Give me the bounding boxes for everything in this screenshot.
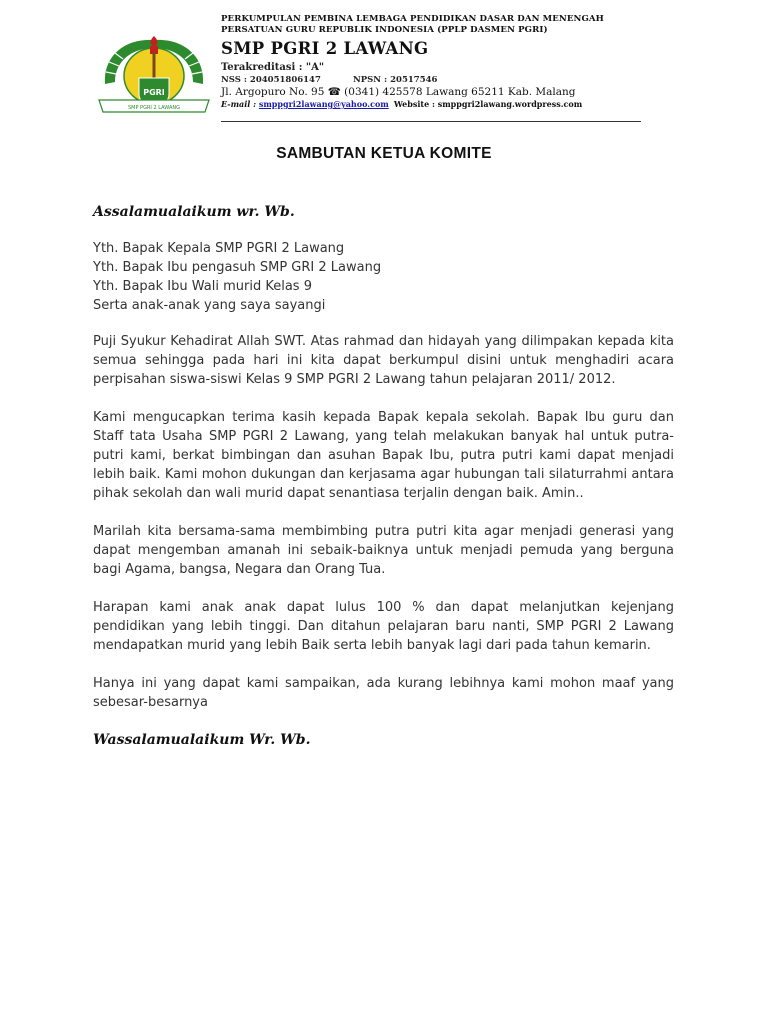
org-line-1: PERKUMPULAN PEMBINA LEMBAGA PENDIDIKAN DASAR DAN MENENGAH	[221, 14, 604, 24]
school-address	[221, 86, 701, 99]
document-title: SAMBUTAN KETUA KOMITE	[276, 145, 492, 162]
addressee-line: Yth. Bapak Ibu pengasuh SMP GRI 2 Lawang	[93, 260, 382, 275]
pgri-logo	[95, 32, 213, 118]
greeting: Assalamualaikum wr. Wb.	[93, 204, 295, 220]
logo-ribbon-text: SMP PGRI 2 LAWANG	[127, 105, 181, 111]
logo-text: PGRI	[143, 88, 165, 97]
registration-numbers	[221, 75, 701, 86]
closing-greeting: Wassalamualaikum Wr. Wb.	[93, 732, 311, 748]
address-street: Jl. Argopuro No. 95	[221, 86, 328, 98]
addressee-list	[93, 239, 674, 315]
letterhead	[95, 14, 695, 122]
email-label: E-mail :	[221, 99, 259, 109]
letterhead-divider	[221, 121, 641, 122]
phone-icon: ☎	[327, 86, 341, 98]
email-link[interactable]: smppgri2lawang@yahoo.com	[258, 99, 389, 109]
school-name: SMP PGRI 2 LAWANG	[221, 39, 429, 58]
letterhead-text	[221, 14, 701, 110]
paragraph-thanks: Kami mengucapkan terima kasih kepada Bapak kepala sekolah. Bapak Ibu guru dan Staff tata Usaha SMP PGRI 2 Lawang, yang telah melakukan banyak hal untuk putra-putri kami, berkat bimbingan dan asuhan Bapak Ibu, putra putri kami dapat menjadi lebih baik. Kami mohon dukungan dan kerjasama agar hubungan tali silaturrahmi antara pihak sekolah dan wali murid dapat senantiasa terjalin dengan baik. Amin..	[93, 410, 674, 501]
paragraph-closing: Hanya ini yang dapat kami sampaikan, ada kurang lebihnya kami mohon maaf yang sebesar-besarnya	[93, 676, 674, 710]
website: Website : smppgri2lawang.wordpress.com	[393, 99, 583, 109]
addressee-line: Serta anak-anak yang saya sayangi	[93, 298, 326, 313]
contact-row	[221, 99, 701, 110]
letter-body	[93, 202, 674, 750]
accreditation: Terakreditasi : "A"	[221, 62, 325, 73]
paragraph-hope: Harapan kami anak anak dapat lulus 100 % dan dapat melanjutkan kejenjang pendidikan yang lebih tinggi. Dan ditahun pelajaran baru nanti, SMP PGRI 2 Lawang mendapatkan murid yang lebih Baik serta lebih banyak lagi dari pada tahun kemarin.	[93, 600, 674, 653]
addressee-line: Yth. Bapak Kepala SMP PGRI 2 Lawang	[93, 241, 345, 256]
npsn-number: NPSN : 20517546	[353, 75, 438, 85]
nss-number: NSS : 204051806147	[221, 75, 321, 85]
org-line-2: PERSATUAN GURU REPUBLIK INDONESIA (PPLP DASMEN PGRI)	[221, 25, 548, 35]
paragraph-invitation: Marilah kita bersama-sama membimbing putra putri kita agar menjadi generasi yang dapat mengemban amanah ini sebaik-baiknya untuk menjadi pemuda yang berguna bagi Agama, bangsa, Negara dan Orang Tua.	[93, 524, 674, 577]
paragraph-opening: Puji Syukur Kehadirat Allah SWT. Atas rahmad dan hidayah yang dilimpakan kepada kita semua sehingga pada hari ini kita dapat berkumpul disini untuk menghadiri acara perpisahan siswa-siswi Kelas 9 SMP PGRI 2 Lawang tahun pelajaran 2011/ 2012.	[93, 334, 674, 387]
address-phone-city: (0341) 425578 Lawang 65211 Kab. Malang	[340, 86, 576, 98]
addressee-line: Yth. Bapak Ibu Wali murid Kelas 9	[93, 279, 312, 294]
